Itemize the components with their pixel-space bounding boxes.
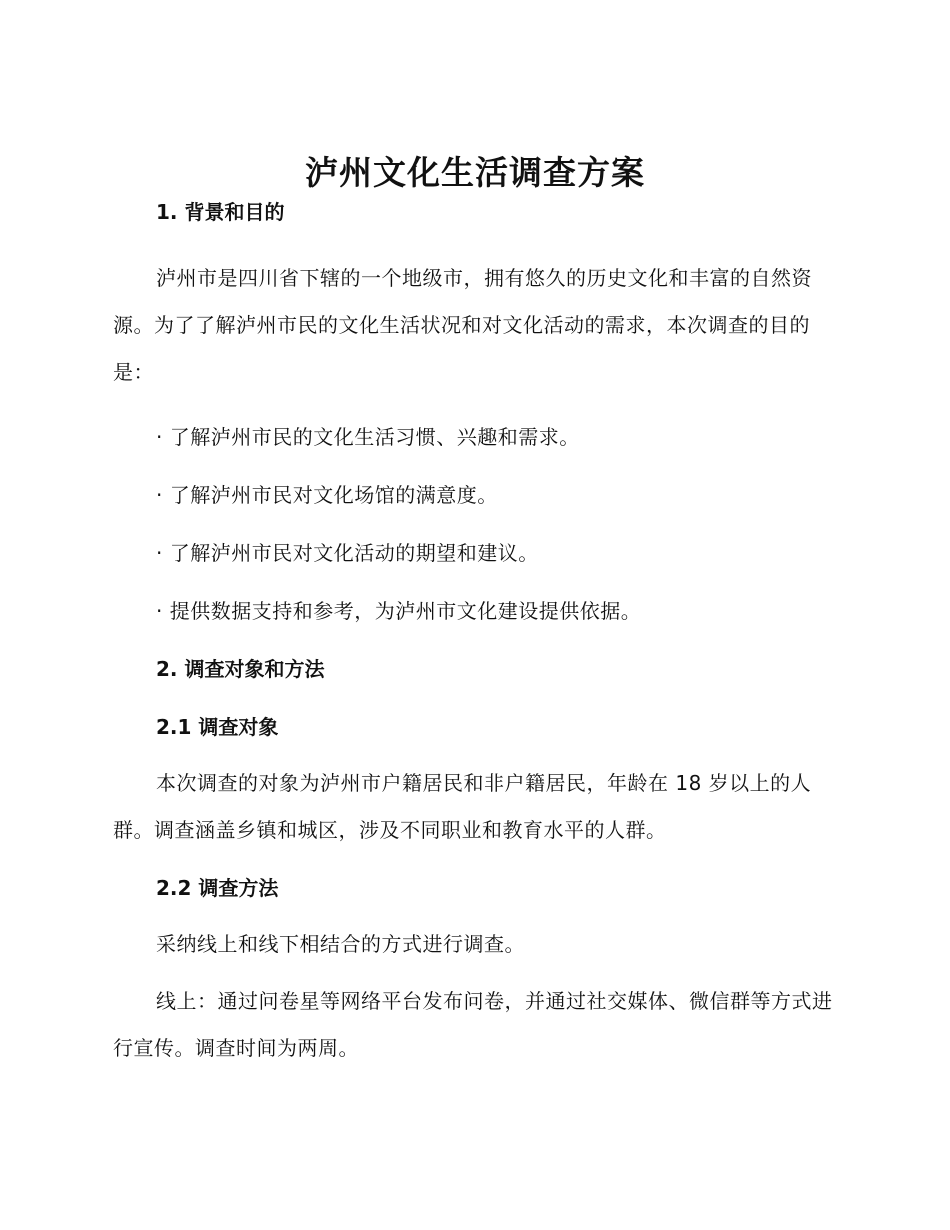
section-2-heading: 2. 调查对象和方法 [156, 657, 325, 681]
section-2-1-paragraph: 本次调查的对象为泸州市户籍居民和非户籍居民，年龄在 18 岁以上的人群。调查涵盖乡镇和城区，涉及不同职业和教育水平的人群。 [113, 771, 812, 842]
section-1-heading: 1. 背景和目的 [156, 200, 285, 224]
bullet-item-2: · 了解泸州市民对文化场馆的满意度。 [156, 483, 498, 507]
section-2-2-paragraph-2: 线上：通过问卷星等网络平台发布问卷，并通过社交媒体、微信群等方式进行宣传。调查时间为两周。 [113, 989, 833, 1060]
section-1-paragraph: 泸州市是四川省下辖的一个地级市，拥有悠久的历史文化和丰富的自然资源。为了了解泸州市民的文化生活状况和对文化活动的需求，本次调查的目的是： [113, 266, 812, 384]
bullet-item-1: · 了解泸州市民的文化生活习惯、兴趣和需求。 [156, 425, 580, 449]
bullet-item-4: · 提供数据支持和参考，为泸州市文化建设提供依据。 [156, 599, 642, 623]
document-body [113, 198, 835, 1072]
section-2-2-heading: 2.2 调查方法 [156, 876, 279, 900]
bullet-item-3: · 了解泸州市民对文化活动的期望和建议。 [156, 541, 539, 565]
section-2-2-paragraph-1: 采纳线上和线下相结合的方式进行调查。 [156, 932, 525, 956]
document-title: 泸州文化生活调查方案 [305, 153, 645, 192]
section-2-1-heading: 2.1 调查对象 [156, 715, 279, 739]
